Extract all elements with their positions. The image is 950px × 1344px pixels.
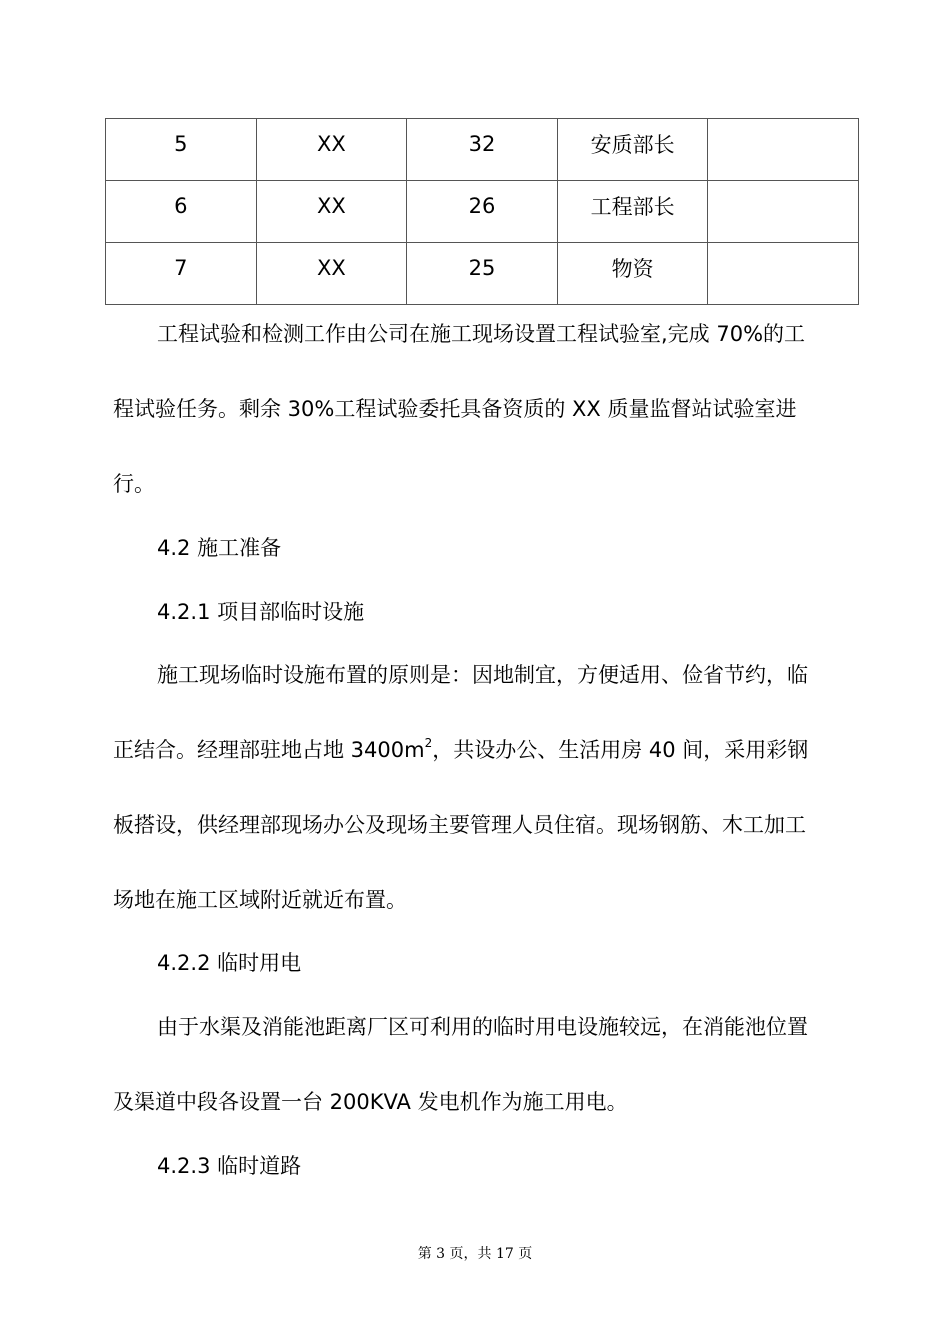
footer-middle: 页，共 xyxy=(449,1246,492,1262)
table-cell-name: XX xyxy=(256,243,407,305)
table-cell-no: 5 xyxy=(106,119,257,181)
staff-table xyxy=(105,118,859,305)
paragraph-testing-line-3: 行。 xyxy=(113,472,155,496)
heading-4-2: 4.2 施工准备 xyxy=(157,536,282,560)
paragraph-power-line-1: 由于水渠及消能池距离厂区可利用的临时用电设施较远，在消能池位置 xyxy=(157,1015,808,1039)
table-cell-position: 物资 xyxy=(557,243,708,305)
paragraph-facilities-line-1: 施工现场临时设施布置的原则是：因地制宜，方便适用、俭省节约，临 xyxy=(157,663,808,687)
paragraph-testing-line-1: 工程试验和检测工作由公司在施工现场设置工程试验室,完成 70%的工 xyxy=(157,322,806,346)
table-cell-no: 6 xyxy=(106,181,257,243)
heading-4-2-3: 4.2.3 临时道路 xyxy=(157,1154,302,1178)
table-cell-position: 工程部长 xyxy=(557,181,708,243)
footer-current-page: 3 xyxy=(436,1246,446,1262)
paragraph-facilities-line-2 xyxy=(113,735,853,765)
table-cell-age: 32 xyxy=(407,119,558,181)
paragraph-power-line-2: 及渠道中段各设置一台 200KVA 发电机作为施工用电。 xyxy=(113,1090,628,1114)
table-row xyxy=(106,119,859,181)
table-row xyxy=(106,181,859,243)
paragraph-facilities-line-2-start: 正结合。经理部驻地占地 3400m xyxy=(113,738,425,762)
table-cell-age: 25 xyxy=(407,243,558,305)
paragraph-testing-line-2: 程试验任务。剩余 30%工程试验委托具备资质的 XX 质量监督站试验室进 xyxy=(113,397,797,421)
table-cell-remark xyxy=(708,243,859,305)
paragraph-facilities-line-4: 场地在施工区域附近就近布置。 xyxy=(113,888,407,912)
table-cell-age: 26 xyxy=(407,181,558,243)
paragraph-facilities-line-3: 板搭设，供经理部现场办公及现场主要管理人员住宿。现场钢筋、木工加工 xyxy=(113,813,806,837)
page-footer xyxy=(0,1244,950,1264)
footer-prefix: 第 xyxy=(417,1246,432,1262)
paragraph-facilities-line-2-end: ，共设办公、生活用房 40 间，采用彩钢 xyxy=(432,738,809,762)
table-cell-name: XX xyxy=(256,181,407,243)
table-cell-no: 7 xyxy=(106,243,257,305)
table-row xyxy=(106,243,859,305)
table-cell-remark xyxy=(708,181,859,243)
table-cell-name: XX xyxy=(256,119,407,181)
superscript-squared: 2 xyxy=(424,736,433,750)
heading-4-2-2: 4.2.2 临时用电 xyxy=(157,951,302,975)
table-cell-position: 安质部长 xyxy=(557,119,708,181)
footer-suffix: 页 xyxy=(518,1246,533,1262)
table-cell-remark xyxy=(708,119,859,181)
footer-total-pages: 17 xyxy=(496,1246,514,1262)
heading-4-2-1: 4.2.1 项目部临时设施 xyxy=(157,600,365,624)
